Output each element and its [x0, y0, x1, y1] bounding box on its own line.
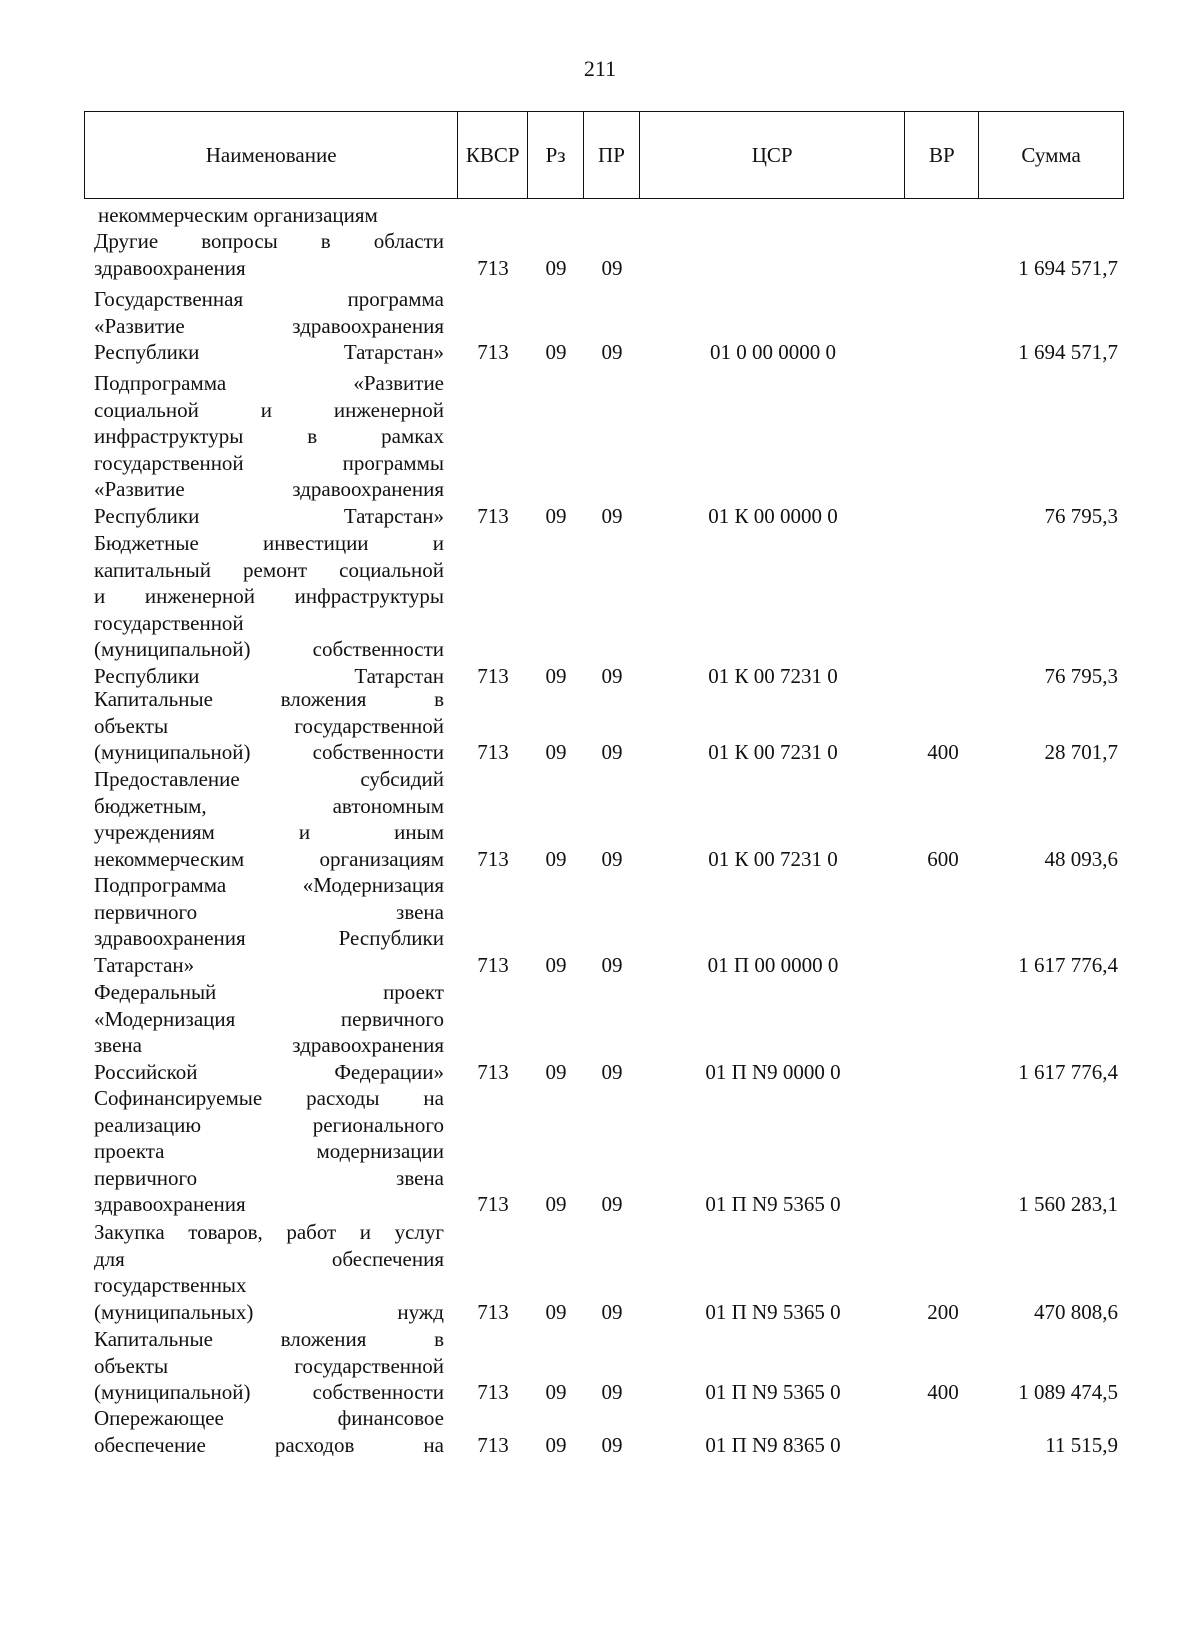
row-name-line: (муниципальной) собственности [94, 637, 444, 661]
row-name-line: для обеспечения [94, 1246, 444, 1271]
row-name-line: Федеральный проект [94, 980, 444, 1004]
cell-rz: 09 [545, 663, 567, 688]
cell-sum: 11 515,9 [1045, 1432, 1118, 1457]
cell-rz: 09 [545, 740, 567, 764]
cell-pr: 09 [601, 1432, 623, 1457]
cell-sum: 1 560 283,1 [1018, 1192, 1118, 1216]
row-name-line: Бюджетные инвестиции и [94, 531, 444, 555]
row-name-line: учреждениям и иным [94, 820, 444, 844]
cell-pr: 09 [601, 255, 623, 280]
cell-kvsr: 713 [477, 340, 509, 364]
cell-kvsr: 713 [477, 1299, 509, 1324]
table-row [84, 872, 1124, 978]
header-csr: ЦСР [640, 112, 905, 198]
row-name-line: Подпрограмма «Модернизация [94, 873, 444, 897]
row-name-line: бюджетным, автономным [94, 793, 444, 818]
table-row [84, 1219, 1124, 1325]
page-number: 211 [583, 56, 617, 81]
cell-kvsr: 713 [477, 1192, 509, 1216]
cell-vr: 600 [927, 846, 959, 871]
cell-kvsr: 713 [477, 740, 509, 764]
header-name: Наименование [85, 112, 458, 198]
cell-rz: 09 [545, 1192, 567, 1216]
cell-csr: 01 0 00 0000 0 [710, 340, 836, 364]
row-name-line: первичного звена [94, 1165, 444, 1190]
row-name-line: (муниципальной) собственности [94, 740, 444, 764]
cell-csr: 01 П 00 0000 0 [707, 952, 839, 977]
row-name-line: «Развитие здравоохранения [94, 477, 444, 501]
row-name [94, 686, 444, 766]
cell-rz: 09 [545, 846, 567, 871]
cell-pr: 09 [601, 740, 623, 764]
table-row [84, 1326, 1124, 1406]
row-name [94, 979, 444, 1085]
cell-csr: 01 П N9 8365 0 [705, 1432, 841, 1457]
row-name-line: государственной [94, 610, 244, 635]
header-vr: ВР [905, 112, 979, 198]
cell-vr: 400 [927, 740, 959, 764]
table-row [84, 766, 1124, 872]
cell-pr: 09 [601, 1380, 623, 1404]
row-name-line: Другие вопросы в области [94, 229, 444, 253]
table-row [84, 1085, 1124, 1218]
header-pr: ПР [584, 112, 640, 198]
header-rz: Рз [528, 112, 584, 198]
cell-kvsr: 713 [477, 503, 509, 528]
row-name-line: Подпрограмма «Развитие [94, 371, 444, 395]
cell-csr: 01 П N9 5365 0 [705, 1192, 841, 1216]
cell-csr: 01 К 00 7231 0 [708, 846, 838, 871]
row-name-line: звена здравоохранения [94, 1033, 444, 1057]
cell-sum: 470 808,6 [1034, 1299, 1118, 1324]
cell-kvsr: 713 [477, 846, 509, 871]
cell-pr: 09 [601, 503, 623, 528]
row-name-line: Капитальные вложения в [94, 1327, 444, 1351]
row-name-line: Республики Татарстан» [94, 340, 444, 364]
table-row [84, 979, 1124, 1085]
row-name-line: здравоохранения Республики [94, 926, 444, 950]
cell-csr: 01 К 00 7231 0 [708, 663, 838, 688]
header-kvsr: КВСР [458, 112, 528, 198]
row-name [94, 872, 444, 978]
row-name-line: Государственная программа [94, 287, 444, 311]
row-name-line: здравоохранения [94, 255, 246, 280]
row-name-line: социальной и инженерной [94, 397, 444, 422]
row-name-line: объекты государственной [94, 713, 444, 738]
cell-sum: 1 694 571,7 [1018, 340, 1118, 364]
cell-csr: 01 П N9 5365 0 [705, 1380, 841, 1404]
cell-rz: 09 [545, 255, 567, 280]
table-header [84, 111, 1124, 199]
row-name-line: «Модернизация первичного [94, 1006, 444, 1031]
cell-sum: 48 093,6 [1044, 846, 1118, 871]
cell-pr: 09 [601, 952, 623, 977]
row-name-line: Российской Федерации» [94, 1059, 444, 1084]
cell-rz: 09 [545, 1380, 567, 1404]
cell-pr: 09 [601, 340, 623, 364]
row-name-line: Софинансируемые расходы на [94, 1086, 444, 1110]
table-row [84, 286, 1124, 366]
row-name-line: капитальный ремонт социальной [94, 557, 444, 582]
cell-kvsr: 713 [477, 1432, 509, 1457]
row-name-line: инфраструктуры в рамках [94, 424, 444, 448]
row-name [94, 1219, 444, 1325]
row-name-line: Закупка товаров, работ и услуг [94, 1220, 444, 1244]
cell-rz: 09 [545, 1059, 567, 1084]
row-name-line: (муниципальных) нужд [94, 1299, 444, 1324]
cell-pr: 09 [601, 663, 623, 688]
cell-pr: 09 [601, 1299, 623, 1324]
row-name-line: здравоохранения [94, 1192, 246, 1216]
row-name-line: реализацию регионального [94, 1112, 444, 1137]
cell-pr: 09 [601, 846, 623, 871]
cell-sum: 76 795,3 [1044, 663, 1118, 688]
cell-csr: 01 П N9 0000 0 [705, 1059, 841, 1084]
row-name [94, 766, 444, 872]
cell-vr: 200 [927, 1299, 959, 1324]
continued-fragment: некоммерческим организациям [98, 203, 378, 227]
cell-kvsr: 713 [477, 952, 509, 977]
cell-pr: 09 [601, 1059, 623, 1084]
row-name-line: Опережающее финансовое [94, 1406, 444, 1430]
row-name [94, 1085, 444, 1218]
row-name-line: Татарстан» [94, 952, 195, 977]
cell-kvsr: 713 [477, 663, 509, 688]
cell-kvsr: 713 [477, 1380, 509, 1404]
header-sum: Сумма [1021, 142, 1081, 167]
table-row [84, 686, 1124, 766]
row-name-line: первичного звена [94, 899, 444, 924]
row-name-line: объекты государственной [94, 1353, 444, 1378]
row-name-line: Капитальные вложения в [94, 687, 444, 711]
row-name-line: «Развитие здравоохранения [94, 313, 444, 338]
row-name-line: некоммерческим организациям [94, 846, 444, 871]
cell-rz: 09 [545, 1432, 567, 1457]
cell-rz: 09 [545, 503, 567, 528]
row-name-line: обеспечение расходов на [94, 1432, 444, 1457]
cell-csr: 01 К 00 0000 0 [708, 503, 838, 528]
row-name [94, 530, 444, 689]
cell-csr: 01 К 00 7231 0 [708, 740, 838, 764]
cell-csr: 01 П N9 5365 0 [705, 1299, 841, 1324]
cell-kvsr: 713 [477, 255, 509, 280]
cell-kvsr: 713 [477, 1059, 509, 1084]
cell-sum: 1 617 776,4 [1018, 1059, 1118, 1084]
row-name-line: Предоставление субсидий [94, 767, 444, 791]
cell-vr: 400 [927, 1380, 959, 1404]
table-row [84, 370, 1124, 529]
row-name-line: государственной программы [94, 450, 444, 475]
table-row [84, 228, 1124, 281]
row-name [94, 286, 444, 366]
cell-rz: 09 [545, 952, 567, 977]
row-name-line: (муниципальной) собственности [94, 1380, 444, 1404]
row-name-line: Республики Татарстан [94, 663, 444, 688]
cell-sum: 1 694 571,7 [1018, 255, 1118, 280]
cell-pr: 09 [601, 1192, 623, 1216]
cell-rz: 09 [545, 340, 567, 364]
row-name-line: проекта модернизации [94, 1139, 444, 1163]
cell-sum: 28 701,7 [1044, 740, 1118, 764]
table-row [84, 530, 1124, 689]
cell-rz: 09 [545, 1299, 567, 1324]
row-name [94, 1405, 444, 1458]
cell-sum: 76 795,3 [1044, 503, 1118, 528]
cell-sum: 1 617 776,4 [1018, 952, 1118, 977]
row-name [94, 1326, 444, 1406]
row-name [94, 228, 444, 281]
cell-sum: 1 089 474,5 [1018, 1380, 1118, 1404]
row-name-line: государственных [94, 1273, 247, 1297]
table-row [84, 1405, 1124, 1458]
row-name-line: и инженерной инфраструктуры [94, 584, 444, 608]
row-name-line: Республики Татарстан» [94, 503, 444, 528]
row-name [94, 370, 444, 529]
